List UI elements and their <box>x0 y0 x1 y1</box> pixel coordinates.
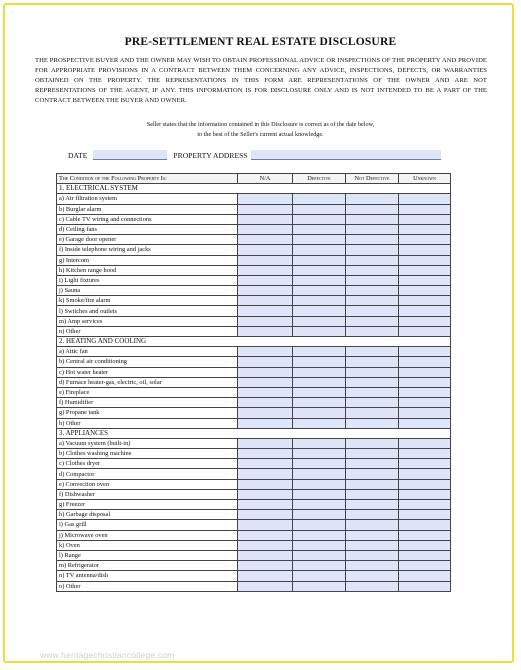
item-label: f) Humidifier <box>57 398 238 408</box>
checkbox-unknown[interactable] <box>399 489 451 499</box>
checkbox-unknown[interactable] <box>399 438 451 448</box>
checkbox-defective[interactable] <box>293 306 346 316</box>
checkbox-na[interactable] <box>238 581 293 591</box>
table-row <box>57 520 451 530</box>
checkbox-defective[interactable] <box>293 398 346 408</box>
item-label: o) Other <box>57 581 238 591</box>
checkbox-defective[interactable] <box>293 540 346 550</box>
checkbox-defective[interactable] <box>293 459 346 469</box>
checkbox-not-defective[interactable] <box>346 561 399 571</box>
checkbox-unknown[interactable] <box>399 530 451 540</box>
table-row <box>57 224 451 234</box>
checkbox-not-defective[interactable] <box>346 357 399 367</box>
checkbox-not-defective[interactable] <box>346 489 399 499</box>
item-label: f) Dishwasher <box>57 489 238 499</box>
seller-statement-line-2: to the best of the Seller's current actual knowledge. <box>197 130 324 138</box>
checkbox-not-defective[interactable] <box>346 438 399 448</box>
checkbox-unknown[interactable] <box>399 245 451 255</box>
table-row <box>57 387 451 397</box>
checkbox-na[interactable] <box>238 377 293 387</box>
checkbox-not-defective[interactable] <box>346 286 399 296</box>
item-label: l) Range <box>57 550 238 560</box>
table-row <box>57 306 451 316</box>
checkbox-na[interactable] <box>238 520 293 530</box>
intro-paragraph: THE PROSPECTIVE BUYER AND THE OWNER MAY WISH TO OBTAIN PROFESSIONAL ADVICE OR INSPECTIONS OF THE PROPERTY AND PROVIDE FOR APPROPRIATE PROVISIONS IN A CONTRACT BETWEEN THEM CONCERNING ANY ADVICE, INSPECTIONS, DEFECTS, OR WARRANTIES OBTAINED ON THE PROPERTY. THE REPRESENTATIONS IN THIS FORM ARE REPRESENTATIONS OF THE OWNER AND ARE NOT REPRESENTATIONS OF THE AGENT, IF ANY. THIS INFORMATION IS FOR DISCLOSURE ONLY AND IS NOT INTENDED TO BE A PART OF THE CONTRACT BETWEEN THE BUYER AND OWNER. <box>35 57 487 104</box>
item-label: m) Refrigerator <box>57 561 238 571</box>
table-row <box>57 571 451 581</box>
checkbox-na[interactable] <box>238 561 293 571</box>
checkbox-na[interactable] <box>238 265 293 275</box>
checkbox-defective[interactable] <box>293 316 346 326</box>
section-heading: 3. APPLIANCES <box>57 428 451 438</box>
checkbox-na[interactable] <box>238 224 293 234</box>
checkbox-na[interactable] <box>238 214 293 224</box>
checkbox-defective[interactable] <box>293 357 346 367</box>
checkbox-na[interactable] <box>238 540 293 550</box>
section-heading-row <box>57 428 451 438</box>
checkbox-na[interactable] <box>238 449 293 459</box>
item-label: d) Furnace heater-gas, electric, oil, solar <box>57 377 238 387</box>
checkbox-defective[interactable] <box>293 479 346 489</box>
table-header-row <box>57 174 451 184</box>
item-label: c) Cable TV wiring and connections <box>57 214 238 224</box>
checkbox-not-defective[interactable] <box>346 520 399 530</box>
table-row <box>57 357 451 367</box>
item-label: c) Clothes dryer <box>57 459 238 469</box>
checkbox-not-defective[interactable] <box>346 214 399 224</box>
document-title: PRE-SETTLEMENT REAL ESTATE DISCLOSURE <box>124 36 397 48</box>
table-row <box>57 326 451 336</box>
property-address-label: PROPERTY ADDRESS <box>173 150 248 160</box>
checkbox-unknown[interactable] <box>399 316 451 326</box>
checkbox-na[interactable] <box>238 398 293 408</box>
checkbox-na[interactable] <box>238 255 293 265</box>
item-label: h) Other <box>57 418 238 428</box>
item-label: i) Light fixtures <box>57 275 238 285</box>
checkbox-defective[interactable] <box>293 296 346 306</box>
table-row <box>57 540 451 550</box>
checkbox-unknown[interactable] <box>399 357 451 367</box>
checkbox-unknown[interactable] <box>399 265 451 275</box>
checkbox-unknown[interactable] <box>399 520 451 530</box>
checkbox-na[interactable] <box>238 326 293 336</box>
table-row <box>57 581 451 591</box>
checkbox-defective[interactable] <box>293 265 346 275</box>
checkbox-defective[interactable] <box>293 235 346 245</box>
checkbox-not-defective[interactable] <box>346 245 399 255</box>
date-label: DATE <box>68 150 88 160</box>
date-field[interactable] <box>93 150 167 160</box>
table-row <box>57 438 451 448</box>
section-heading-row <box>57 184 451 194</box>
checkbox-defective[interactable] <box>293 581 346 591</box>
checkbox-not-defective[interactable] <box>346 275 399 285</box>
checkbox-na[interactable] <box>238 357 293 367</box>
table-row <box>57 204 451 214</box>
checkbox-unknown[interactable] <box>399 306 451 316</box>
checkbox-na[interactable] <box>238 479 293 489</box>
table-row <box>57 214 451 224</box>
table-row <box>57 510 451 520</box>
checkbox-na[interactable] <box>238 500 293 510</box>
checkbox-not-defective[interactable] <box>346 408 399 418</box>
checkbox-defective[interactable] <box>293 367 346 377</box>
checkbox-unknown[interactable] <box>399 418 451 428</box>
table-row <box>57 275 451 285</box>
checkbox-na[interactable] <box>238 194 293 204</box>
checkbox-na[interactable] <box>238 347 293 357</box>
table-row <box>57 550 451 560</box>
property-address-field[interactable] <box>251 150 441 160</box>
item-label: m) Amp services <box>57 316 238 326</box>
checkbox-defective[interactable] <box>293 520 346 530</box>
item-label: d) Compactor <box>57 469 238 479</box>
table-row <box>57 408 451 418</box>
checkbox-not-defective[interactable] <box>346 500 399 510</box>
checkbox-unknown[interactable] <box>399 510 451 520</box>
seller-statement-line-1: Seller states that the information contained in this Disclosure is correct as of the date below, <box>146 121 375 128</box>
checkbox-unknown[interactable] <box>399 286 451 296</box>
seller-statement <box>0 120 521 139</box>
item-label: b) Central air conditioning <box>57 357 238 367</box>
checkbox-defective[interactable] <box>293 194 346 204</box>
checkbox-unknown[interactable] <box>399 459 451 469</box>
checkbox-na[interactable] <box>238 459 293 469</box>
table-row <box>57 245 451 255</box>
column-header-na: N/A <box>238 174 293 184</box>
checkbox-defective[interactable] <box>293 387 346 397</box>
table-row <box>57 235 451 245</box>
checkbox-defective[interactable] <box>293 438 346 448</box>
table-row <box>57 296 451 306</box>
checkbox-defective[interactable] <box>293 204 346 214</box>
item-label: g) Propane tank <box>57 408 238 418</box>
item-label: h) Garbage disposal <box>57 510 238 520</box>
checkbox-na[interactable] <box>238 489 293 499</box>
table-row <box>57 469 451 479</box>
column-header-condition: The Condition of the Following Property Is: <box>57 174 238 184</box>
table-row <box>57 367 451 377</box>
checkbox-unknown[interactable] <box>399 398 451 408</box>
item-label: n) Other <box>57 326 238 336</box>
checkbox-defective[interactable] <box>293 530 346 540</box>
table-row <box>57 398 451 408</box>
checkbox-not-defective[interactable] <box>346 469 399 479</box>
checkbox-na[interactable] <box>238 510 293 520</box>
checkbox-unknown[interactable] <box>399 561 451 571</box>
checkbox-not-defective[interactable] <box>346 540 399 550</box>
checkbox-unknown[interactable] <box>399 214 451 224</box>
checkbox-not-defective[interactable] <box>346 306 399 316</box>
checkbox-defective[interactable] <box>293 224 346 234</box>
checkbox-na[interactable] <box>238 245 293 255</box>
checkbox-not-defective[interactable] <box>346 550 399 560</box>
section-heading: 2. HEATING AND COOLING <box>57 337 451 347</box>
column-header-defective: Defective <box>293 174 346 184</box>
checkbox-unknown[interactable] <box>399 275 451 285</box>
checkbox-defective[interactable] <box>293 489 346 499</box>
item-label: g) Intercom <box>57 255 238 265</box>
table-row <box>57 316 451 326</box>
item-label: i) Gas grill <box>57 520 238 530</box>
item-label: d) Ceiling fans <box>57 224 238 234</box>
column-header-not-defective: Not Defective <box>346 174 399 184</box>
table-row <box>57 479 451 489</box>
checkbox-unknown[interactable] <box>399 296 451 306</box>
table-row <box>57 449 451 459</box>
column-header-unknown: Unknown <box>399 174 451 184</box>
checkbox-unknown[interactable] <box>399 194 451 204</box>
checkbox-na[interactable] <box>238 571 293 581</box>
checkbox-defective[interactable] <box>293 550 346 560</box>
checkbox-not-defective[interactable] <box>346 204 399 214</box>
checkbox-na[interactable] <box>238 275 293 285</box>
checkbox-na[interactable] <box>238 387 293 397</box>
checkbox-defective[interactable] <box>293 275 346 285</box>
checkbox-not-defective[interactable] <box>346 377 399 387</box>
table-row <box>57 286 451 296</box>
checkbox-defective[interactable] <box>293 561 346 571</box>
table-row <box>57 347 451 357</box>
checkbox-na[interactable] <box>238 438 293 448</box>
checkbox-not-defective[interactable] <box>346 387 399 397</box>
checkbox-unknown[interactable] <box>399 469 451 479</box>
table-row <box>57 489 451 499</box>
checkbox-unknown[interactable] <box>399 500 451 510</box>
checkbox-unknown[interactable] <box>399 377 451 387</box>
checkbox-na[interactable] <box>238 530 293 540</box>
checkbox-defective[interactable] <box>293 214 346 224</box>
table-row <box>57 500 451 510</box>
item-label: c) Hot water heater <box>57 367 238 377</box>
table-row <box>57 377 451 387</box>
table-row <box>57 255 451 265</box>
checkbox-not-defective[interactable] <box>346 255 399 265</box>
checkbox-na[interactable] <box>238 469 293 479</box>
checkbox-na[interactable] <box>238 408 293 418</box>
checkbox-not-defective[interactable] <box>346 581 399 591</box>
checkbox-not-defective[interactable] <box>346 235 399 245</box>
checkbox-na[interactable] <box>238 286 293 296</box>
checkbox-defective[interactable] <box>293 408 346 418</box>
checkbox-unknown[interactable] <box>399 326 451 336</box>
item-label: k) Smoke/fire alarm <box>57 296 238 306</box>
item-label: a) Air filtration system <box>57 194 238 204</box>
table-row <box>57 561 451 571</box>
table-row <box>57 194 451 204</box>
item-label: e) Fireplace <box>57 387 238 397</box>
checkbox-na[interactable] <box>238 367 293 377</box>
checkbox-not-defective[interactable] <box>346 296 399 306</box>
checkbox-not-defective[interactable] <box>346 530 399 540</box>
checkbox-unknown[interactable] <box>399 224 451 234</box>
checkbox-not-defective[interactable] <box>346 347 399 357</box>
item-label: j) Microwave oven <box>57 530 238 540</box>
checkbox-unknown[interactable] <box>399 347 451 357</box>
checkbox-not-defective[interactable] <box>346 194 399 204</box>
disclosure-table <box>56 173 451 592</box>
item-label: e) Garage door opener <box>57 235 238 245</box>
checkbox-unknown[interactable] <box>399 367 451 377</box>
checkbox-not-defective[interactable] <box>346 418 399 428</box>
section-heading-row <box>57 337 451 347</box>
section-heading: 1. ELECTRICAL SYSTEM <box>57 184 451 194</box>
checkbox-not-defective[interactable] <box>346 510 399 520</box>
checkbox-defective[interactable] <box>293 377 346 387</box>
item-label: a) Attic fan <box>57 347 238 357</box>
checkbox-defective[interactable] <box>293 418 346 428</box>
checkbox-na[interactable] <box>238 550 293 560</box>
checkbox-not-defective[interactable] <box>346 265 399 275</box>
checkbox-defective[interactable] <box>293 449 346 459</box>
checkbox-na[interactable] <box>238 418 293 428</box>
item-label: f) Inside telephone wiring and jacks <box>57 245 238 255</box>
checkbox-defective[interactable] <box>293 469 346 479</box>
item-label: b) Burglar alarm <box>57 204 238 214</box>
checkbox-not-defective[interactable] <box>346 449 399 459</box>
watermark-text: www.heritagechristiancollege.com <box>40 650 175 660</box>
checkbox-unknown[interactable] <box>399 571 451 581</box>
item-label: n) TV antenna/dish <box>57 571 238 581</box>
checkbox-defective[interactable] <box>293 286 346 296</box>
checkbox-unknown[interactable] <box>399 449 451 459</box>
item-label: h) Kitchen range hood <box>57 265 238 275</box>
checkbox-not-defective[interactable] <box>346 479 399 489</box>
checkbox-unknown[interactable] <box>399 581 451 591</box>
checkbox-unknown[interactable] <box>399 408 451 418</box>
checkbox-unknown[interactable] <box>399 387 451 397</box>
checkbox-defective[interactable] <box>293 347 346 357</box>
checkbox-defective[interactable] <box>293 326 346 336</box>
item-label: k) Oven <box>57 540 238 550</box>
table-row <box>57 265 451 275</box>
checkbox-unknown[interactable] <box>399 540 451 550</box>
checkbox-not-defective[interactable] <box>346 367 399 377</box>
checkbox-na[interactable] <box>238 316 293 326</box>
checkbox-not-defective[interactable] <box>346 571 399 581</box>
checkbox-defective[interactable] <box>293 500 346 510</box>
checkbox-unknown[interactable] <box>399 479 451 489</box>
table-row <box>57 459 451 469</box>
date-address-row <box>68 150 441 160</box>
checkbox-na[interactable] <box>238 204 293 214</box>
checkbox-not-defective[interactable] <box>346 398 399 408</box>
item-label: a) Vacuum system (built-in) <box>57 438 238 448</box>
checkbox-unknown[interactable] <box>399 255 451 265</box>
checkbox-defective[interactable] <box>293 255 346 265</box>
table-row <box>57 530 451 540</box>
item-label: j) Sauna <box>57 286 238 296</box>
item-label: e) Convection oven <box>57 479 238 489</box>
checkbox-not-defective[interactable] <box>346 316 399 326</box>
table-body <box>57 184 451 592</box>
checkbox-unknown[interactable] <box>399 550 451 560</box>
checkbox-defective[interactable] <box>293 510 346 520</box>
item-label: b) Clothes washing machine <box>57 449 238 459</box>
checkbox-unknown[interactable] <box>399 235 451 245</box>
checkbox-na[interactable] <box>238 306 293 316</box>
checkbox-defective[interactable] <box>293 571 346 581</box>
item-label: l) Switches and outlets <box>57 306 238 316</box>
checkbox-na[interactable] <box>238 296 293 306</box>
checkbox-na[interactable] <box>238 235 293 245</box>
checkbox-unknown[interactable] <box>399 204 451 214</box>
checkbox-not-defective[interactable] <box>346 224 399 234</box>
checkbox-not-defective[interactable] <box>346 459 399 469</box>
item-label: g) Freezer <box>57 500 238 510</box>
table-row <box>57 418 451 428</box>
checkbox-not-defective[interactable] <box>346 326 399 336</box>
checkbox-defective[interactable] <box>293 245 346 255</box>
